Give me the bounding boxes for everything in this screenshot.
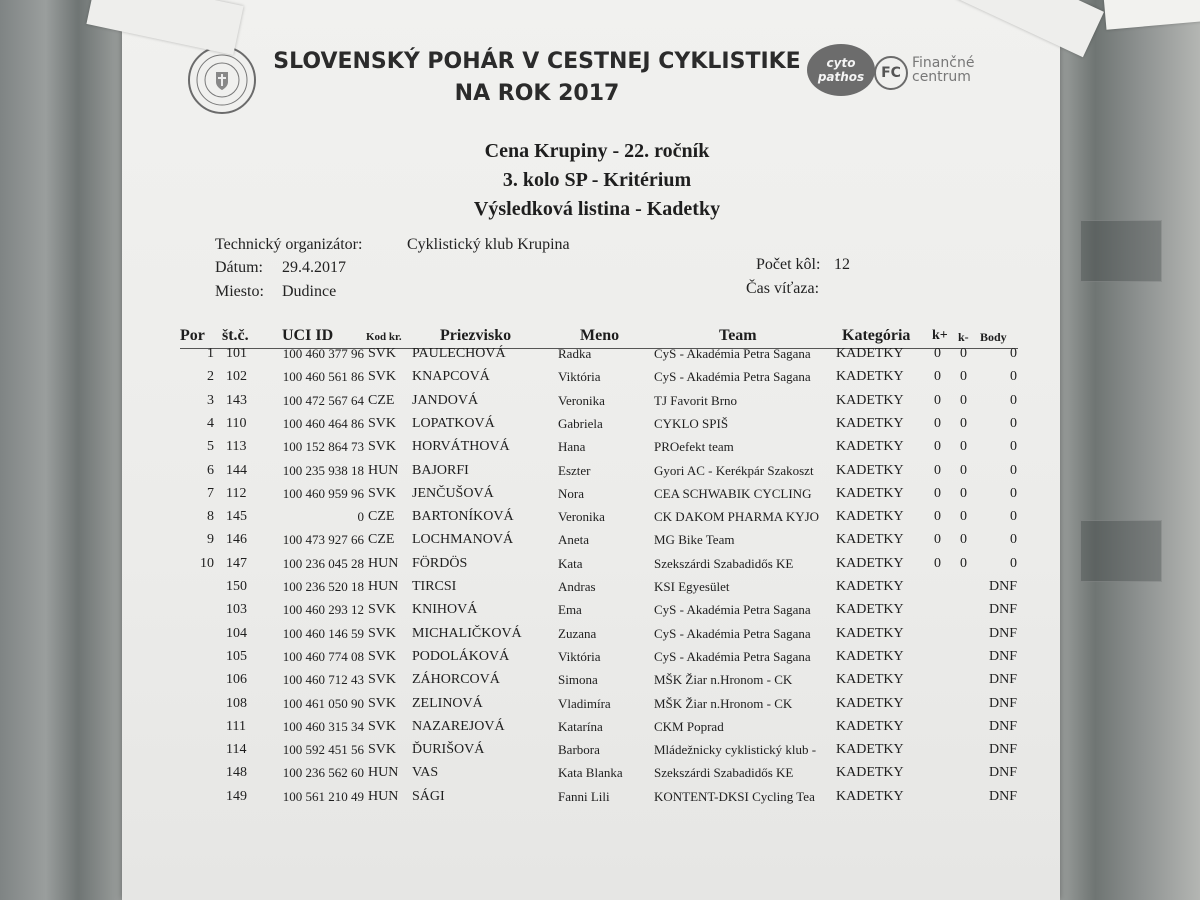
table-row <box>122 765 1060 788</box>
row-surname: PODOLÁKOVÁ <box>412 648 510 664</box>
row-country-code: SVK <box>368 695 397 711</box>
row-first-name: Kata <box>558 555 583 571</box>
row-uci-id: 100 235 938 18 <box>282 462 364 478</box>
row-points: 0 <box>1010 462 1017 478</box>
row-first-name: Viktória <box>558 369 601 385</box>
row-team: CKM Poprad <box>654 718 724 734</box>
row-surname: MICHALIČKOVÁ <box>412 625 522 641</box>
row-k-plus: 0 <box>934 509 941 525</box>
row-surname: KNAPCOVÁ <box>412 369 490 385</box>
row-category: KADETKY <box>836 648 904 664</box>
row-country-code: SVK <box>368 718 397 734</box>
row-points: 0 <box>1010 485 1017 501</box>
row-k-minus: 0 <box>960 439 967 455</box>
row-first-name: Zuzana <box>558 625 597 641</box>
row-start-number: 112 <box>226 485 247 501</box>
row-points: 0 <box>1010 532 1017 548</box>
row-country-code: SVK <box>368 346 397 361</box>
page-heading <box>272 46 802 110</box>
column-header-points: Body <box>980 330 1007 344</box>
row-uci-id: 100 473 927 66 <box>282 532 364 548</box>
winner-time-label: Čas víťaza: <box>746 280 820 297</box>
row-uci-id: 100 236 520 18 <box>282 579 364 594</box>
race-round: 3. kolo SP - Kritérium <box>502 169 692 191</box>
row-category: KADETKY <box>836 555 904 571</box>
row-uci-id: 100 460 315 34 <box>282 718 364 734</box>
row-surname: KNIHOVÁ <box>412 602 478 618</box>
column-header-por: Por <box>180 327 205 344</box>
row-surname: BAJORFI <box>412 462 469 478</box>
table-row <box>122 719 1060 742</box>
row-first-name: Viktória <box>558 648 601 664</box>
row-first-name: Eszter <box>558 462 591 478</box>
row-k-minus: 0 <box>960 415 967 431</box>
row-team: CyS - Akadémia Petra Sagana <box>654 648 811 664</box>
row-first-name: Andras <box>558 579 596 594</box>
row-category: KADETKY <box>836 788 904 804</box>
row-position: 1 <box>207 346 214 361</box>
row-surname: JENČUŠOVÁ <box>412 485 494 501</box>
table-row <box>122 556 1060 579</box>
row-uci-id: 100 236 562 60 <box>282 765 364 781</box>
row-k-minus: 0 <box>960 346 967 361</box>
row-k-plus: 0 <box>934 555 941 571</box>
column-header-uci-id: UCI ID <box>282 327 334 344</box>
row-position: 10 <box>200 555 214 571</box>
row-first-name: Veronika <box>558 509 605 525</box>
row-start-number: 102 <box>226 369 247 385</box>
row-country-code: SVK <box>368 672 397 688</box>
column-header-category: Kategória <box>842 327 911 344</box>
table-row <box>122 742 1060 765</box>
row-start-number: 103 <box>226 602 247 618</box>
federation-seal-logo <box>188 46 256 114</box>
row-uci-id: 100 460 464 86 <box>282 415 364 431</box>
table-row <box>122 602 1060 625</box>
row-team: KONTENT-DKSI Cycling Tea <box>654 788 815 804</box>
row-country-code: HUN <box>368 555 399 571</box>
laps-label: Počet kôl: <box>756 256 821 273</box>
row-category: KADETKY <box>836 672 904 688</box>
row-team: Mládežnicky cyklistický klub - <box>654 742 817 758</box>
row-team: CEA SCHWABIK CYCLING <box>654 485 812 501</box>
row-start-number: 149 <box>226 788 247 804</box>
row-uci-id: 100 460 146 59 <box>282 625 364 641</box>
sponsor-financne-centrum-logo <box>912 56 974 84</box>
place-value: Dudince <box>282 283 337 300</box>
row-position: 2 <box>207 369 214 385</box>
row-category: KADETKY <box>836 579 904 594</box>
row-surname: VAS <box>412 765 439 781</box>
row-uci-id: 100 460 774 08 <box>282 648 364 664</box>
row-uci-id: 100 460 561 86 <box>282 369 364 385</box>
row-first-name: Radka <box>558 346 592 361</box>
row-points: 0 <box>1010 392 1017 408</box>
organizer-label: Technický organizátor: <box>215 236 363 253</box>
row-points: 0 <box>1010 555 1017 571</box>
row-country-code: HUN <box>368 765 399 781</box>
row-uci-id: 100 592 451 56 <box>282 742 364 758</box>
row-points: DNF <box>988 788 1017 804</box>
row-first-name: Veronika <box>558 392 605 408</box>
row-team: TJ Favorit Brno <box>654 392 738 408</box>
row-surname: ĎURIŠOVÁ <box>412 742 485 758</box>
column-header-k-minus: k- <box>958 330 969 344</box>
row-position: 5 <box>207 439 214 455</box>
row-team: CYKLO SPIŠ <box>654 415 729 431</box>
row-start-number: 146 <box>226 532 247 548</box>
row-country-code: CZE <box>368 532 395 548</box>
window-pane <box>1080 520 1162 582</box>
row-country-code: CZE <box>368 509 395 525</box>
row-uci-id: 100 460 293 12 <box>282 602 364 618</box>
row-first-name: Nora <box>558 485 584 501</box>
row-uci-id: 100 472 567 64 <box>282 392 364 408</box>
row-position: 8 <box>207 509 214 525</box>
heading-line-2: NA ROK 2017 <box>454 81 620 106</box>
row-country-code: SVK <box>368 485 397 501</box>
row-country-code: SVK <box>368 625 397 641</box>
row-surname: TIRCSI <box>412 579 457 594</box>
row-uci-id: 100 460 712 43 <box>282 672 364 688</box>
table-row <box>122 439 1060 462</box>
row-points: 0 <box>1010 415 1017 431</box>
row-points: 0 <box>1010 439 1017 455</box>
row-first-name: Gabriela <box>558 415 603 431</box>
table-row <box>122 416 1060 439</box>
row-category: KADETKY <box>836 346 904 361</box>
row-team: CyS - Akadémia Petra Sagana <box>654 346 811 361</box>
row-position: 7 <box>207 485 214 501</box>
date-value: 29.4.2017 <box>282 259 346 276</box>
row-points: DNF <box>988 742 1017 758</box>
row-start-number: 145 <box>226 509 247 525</box>
column-header-first-name: Meno <box>580 327 620 344</box>
row-first-name: Fanni Lili <box>558 788 610 804</box>
table-row <box>122 463 1060 486</box>
row-points: DNF <box>988 602 1017 618</box>
column-header-k-plus: k+ <box>932 328 948 343</box>
row-category: KADETKY <box>836 369 904 385</box>
row-country-code: SVK <box>368 742 397 758</box>
row-start-number: 147 <box>226 555 247 571</box>
row-start-number: 101 <box>226 346 247 361</box>
row-first-name: Vladimíra <box>558 695 611 711</box>
row-country-code: SVK <box>368 415 397 431</box>
row-surname: LOCHMANOVÁ <box>412 532 514 548</box>
row-uci-id: 100 236 045 28 <box>282 555 364 571</box>
table-row <box>122 532 1060 555</box>
row-k-plus: 0 <box>934 485 941 501</box>
row-k-minus: 0 <box>960 532 967 548</box>
row-start-number: 108 <box>226 695 247 711</box>
row-k-plus: 0 <box>934 439 941 455</box>
row-category: KADETKY <box>836 462 904 478</box>
column-header-surname: Priezvisko <box>440 327 512 344</box>
row-country-code: CZE <box>368 392 395 408</box>
laps-value: 12 <box>834 256 850 273</box>
row-k-minus: 0 <box>960 509 967 525</box>
row-uci-id: 100 461 050 90 <box>282 695 364 711</box>
race-titles <box>372 137 822 224</box>
row-category: KADETKY <box>836 602 904 618</box>
row-start-number: 105 <box>226 648 247 664</box>
table-row <box>122 649 1060 672</box>
table-row <box>122 579 1060 602</box>
results-sheet <box>122 0 1060 900</box>
row-team: CyS - Akadémia Petra Sagana <box>654 625 811 641</box>
row-uci-id: 100 460 377 96 <box>282 346 364 361</box>
row-category: KADETKY <box>836 509 904 525</box>
row-team: Gyori AC - Kerékpár Szakoszt <box>654 462 814 478</box>
row-first-name: Ema <box>558 602 582 618</box>
row-country-code: SVK <box>368 648 397 664</box>
row-surname: HORVÁTHOVÁ <box>412 439 510 455</box>
row-first-name: Aneta <box>558 532 590 548</box>
row-points: DNF <box>988 718 1017 734</box>
row-team: CyS - Akadémia Petra Sagana <box>654 602 811 618</box>
row-points: DNF <box>988 672 1017 688</box>
place-label: Miesto: <box>215 283 264 300</box>
table-row <box>122 789 1060 812</box>
date-label: Dátum: <box>215 259 263 276</box>
row-category: KADETKY <box>836 439 904 455</box>
row-surname: ZÁHORCOVÁ <box>412 672 500 688</box>
row-team: MŠK Žiar n.Hronom - CK <box>654 695 793 711</box>
row-points: DNF <box>988 648 1017 664</box>
row-surname: NAZAREJOVÁ <box>412 718 505 734</box>
row-category: KADETKY <box>836 625 904 641</box>
row-country-code: HUN <box>368 788 399 804</box>
row-position: 3 <box>207 392 214 408</box>
sponsor-fc-logo <box>874 56 908 90</box>
row-start-number: 104 <box>226 625 247 641</box>
row-start-number: 113 <box>226 439 247 455</box>
row-start-number: 148 <box>226 765 247 781</box>
table-row <box>122 346 1060 369</box>
row-points: DNF <box>988 765 1017 781</box>
row-points: 0 <box>1010 509 1017 525</box>
row-category: KADETKY <box>836 718 904 734</box>
row-surname: ZELINOVÁ <box>412 695 483 711</box>
row-uci-id: 100 561 210 49 <box>282 788 364 804</box>
row-category: KADETKY <box>836 392 904 408</box>
column-header-country-code: Kod kr. <box>366 331 402 343</box>
column-header-start-number: št.č. <box>222 327 249 344</box>
row-category: KADETKY <box>836 415 904 431</box>
row-team: MŠK Žiar n.Hronom - CK <box>654 672 793 688</box>
sponsor-cytopathos-logo <box>807 44 875 96</box>
table-row <box>122 672 1060 695</box>
row-team: KSI Egyesület <box>654 579 730 594</box>
sponsor-fin-line-2: centrum <box>912 69 971 85</box>
row-first-name: Barbora <box>558 742 600 758</box>
row-points: 0 <box>1010 346 1017 361</box>
row-category: KADETKY <box>836 485 904 501</box>
wall-background-left <box>0 0 130 900</box>
row-country-code: HUN <box>368 579 399 594</box>
row-k-plus: 0 <box>934 532 941 548</box>
window-pane <box>1080 220 1162 282</box>
row-country-code: SVK <box>368 369 397 385</box>
cycling-federation-icon <box>194 52 250 108</box>
row-category: KADETKY <box>836 765 904 781</box>
row-k-plus: 0 <box>934 462 941 478</box>
row-k-minus: 0 <box>960 369 967 385</box>
row-surname: PAULECHOVÁ <box>412 346 506 361</box>
row-k-minus: 0 <box>960 485 967 501</box>
column-header-team: Team <box>719 327 757 344</box>
row-start-number: 111 <box>226 718 246 734</box>
row-points: DNF <box>988 695 1017 711</box>
organizer-value: Cyklistický klub Krupina <box>407 236 570 253</box>
table-row <box>122 393 1060 416</box>
row-k-plus: 0 <box>934 346 941 361</box>
row-surname: LOPATKOVÁ <box>412 415 495 431</box>
row-surname: FÖRDÖS <box>412 555 468 571</box>
row-start-number: 114 <box>226 742 247 758</box>
row-team: Szekszárdi Szabadidős KE <box>654 555 794 571</box>
row-first-name: Simona <box>558 672 598 688</box>
row-surname: SÁGI <box>412 788 445 804</box>
table-row <box>122 696 1060 719</box>
row-team: CK DAKOM PHARMA KYJO <box>654 509 820 525</box>
row-start-number: 110 <box>226 415 247 431</box>
sponsor-cyto-text: cyto <box>826 56 856 70</box>
table-row <box>122 486 1060 509</box>
row-country-code: SVK <box>368 439 397 455</box>
row-k-minus: 0 <box>960 555 967 571</box>
row-k-minus: 0 <box>960 392 967 408</box>
row-start-number: 106 <box>226 672 247 688</box>
row-position: 4 <box>207 415 214 431</box>
row-uci-id: 100 460 959 96 <box>282 485 364 501</box>
row-team: PROefekt team <box>654 439 734 455</box>
row-team: MG Bike Team <box>654 532 735 548</box>
row-uci-id: 0 <box>357 509 364 525</box>
row-position: 9 <box>207 532 214 548</box>
row-uci-id: 100 152 864 73 <box>282 439 364 455</box>
row-team: CyS - Akadémia Petra Sagana <box>654 369 811 385</box>
row-team: Szekszárdi Szabadidős KE <box>654 765 794 781</box>
row-start-number: 150 <box>226 579 247 594</box>
sponsor-fin-line-1: Finančné <box>912 55 975 71</box>
row-category: KADETKY <box>836 532 904 548</box>
results-title: Výsledková listina - Kadetky <box>473 198 721 220</box>
table-row <box>122 369 1060 392</box>
row-position: 6 <box>207 462 214 478</box>
row-points: DNF <box>988 579 1017 594</box>
table-row <box>122 509 1060 532</box>
row-first-name: Kata Blanka <box>558 765 623 781</box>
sponsor-pathos-text: pathos <box>817 70 865 84</box>
table-row <box>122 626 1060 649</box>
row-start-number: 144 <box>226 462 247 478</box>
row-k-plus: 0 <box>934 415 941 431</box>
row-points: DNF <box>988 625 1017 641</box>
row-first-name: Katarína <box>558 718 603 734</box>
row-k-minus: 0 <box>960 462 967 478</box>
sponsor-fc-text: FC <box>881 65 901 81</box>
row-start-number: 143 <box>226 392 247 408</box>
heading-line-1: SLOVENSKÝ POHÁR V CESTNEJ CYKLISTIKE <box>273 49 801 74</box>
race-name: Cena Krupiny - 22. ročník <box>484 140 710 162</box>
row-surname: BARTONÍKOVÁ <box>412 509 514 525</box>
row-country-code: HUN <box>368 462 399 478</box>
row-category: KADETKY <box>836 742 904 758</box>
wall-background-right <box>1050 0 1200 900</box>
row-k-plus: 0 <box>934 369 941 385</box>
row-first-name: Hana <box>558 439 586 455</box>
row-country-code: SVK <box>368 602 397 618</box>
row-k-plus: 0 <box>934 392 941 408</box>
row-category: KADETKY <box>836 695 904 711</box>
row-points: 0 <box>1010 369 1017 385</box>
row-surname: JANDOVÁ <box>412 392 479 408</box>
